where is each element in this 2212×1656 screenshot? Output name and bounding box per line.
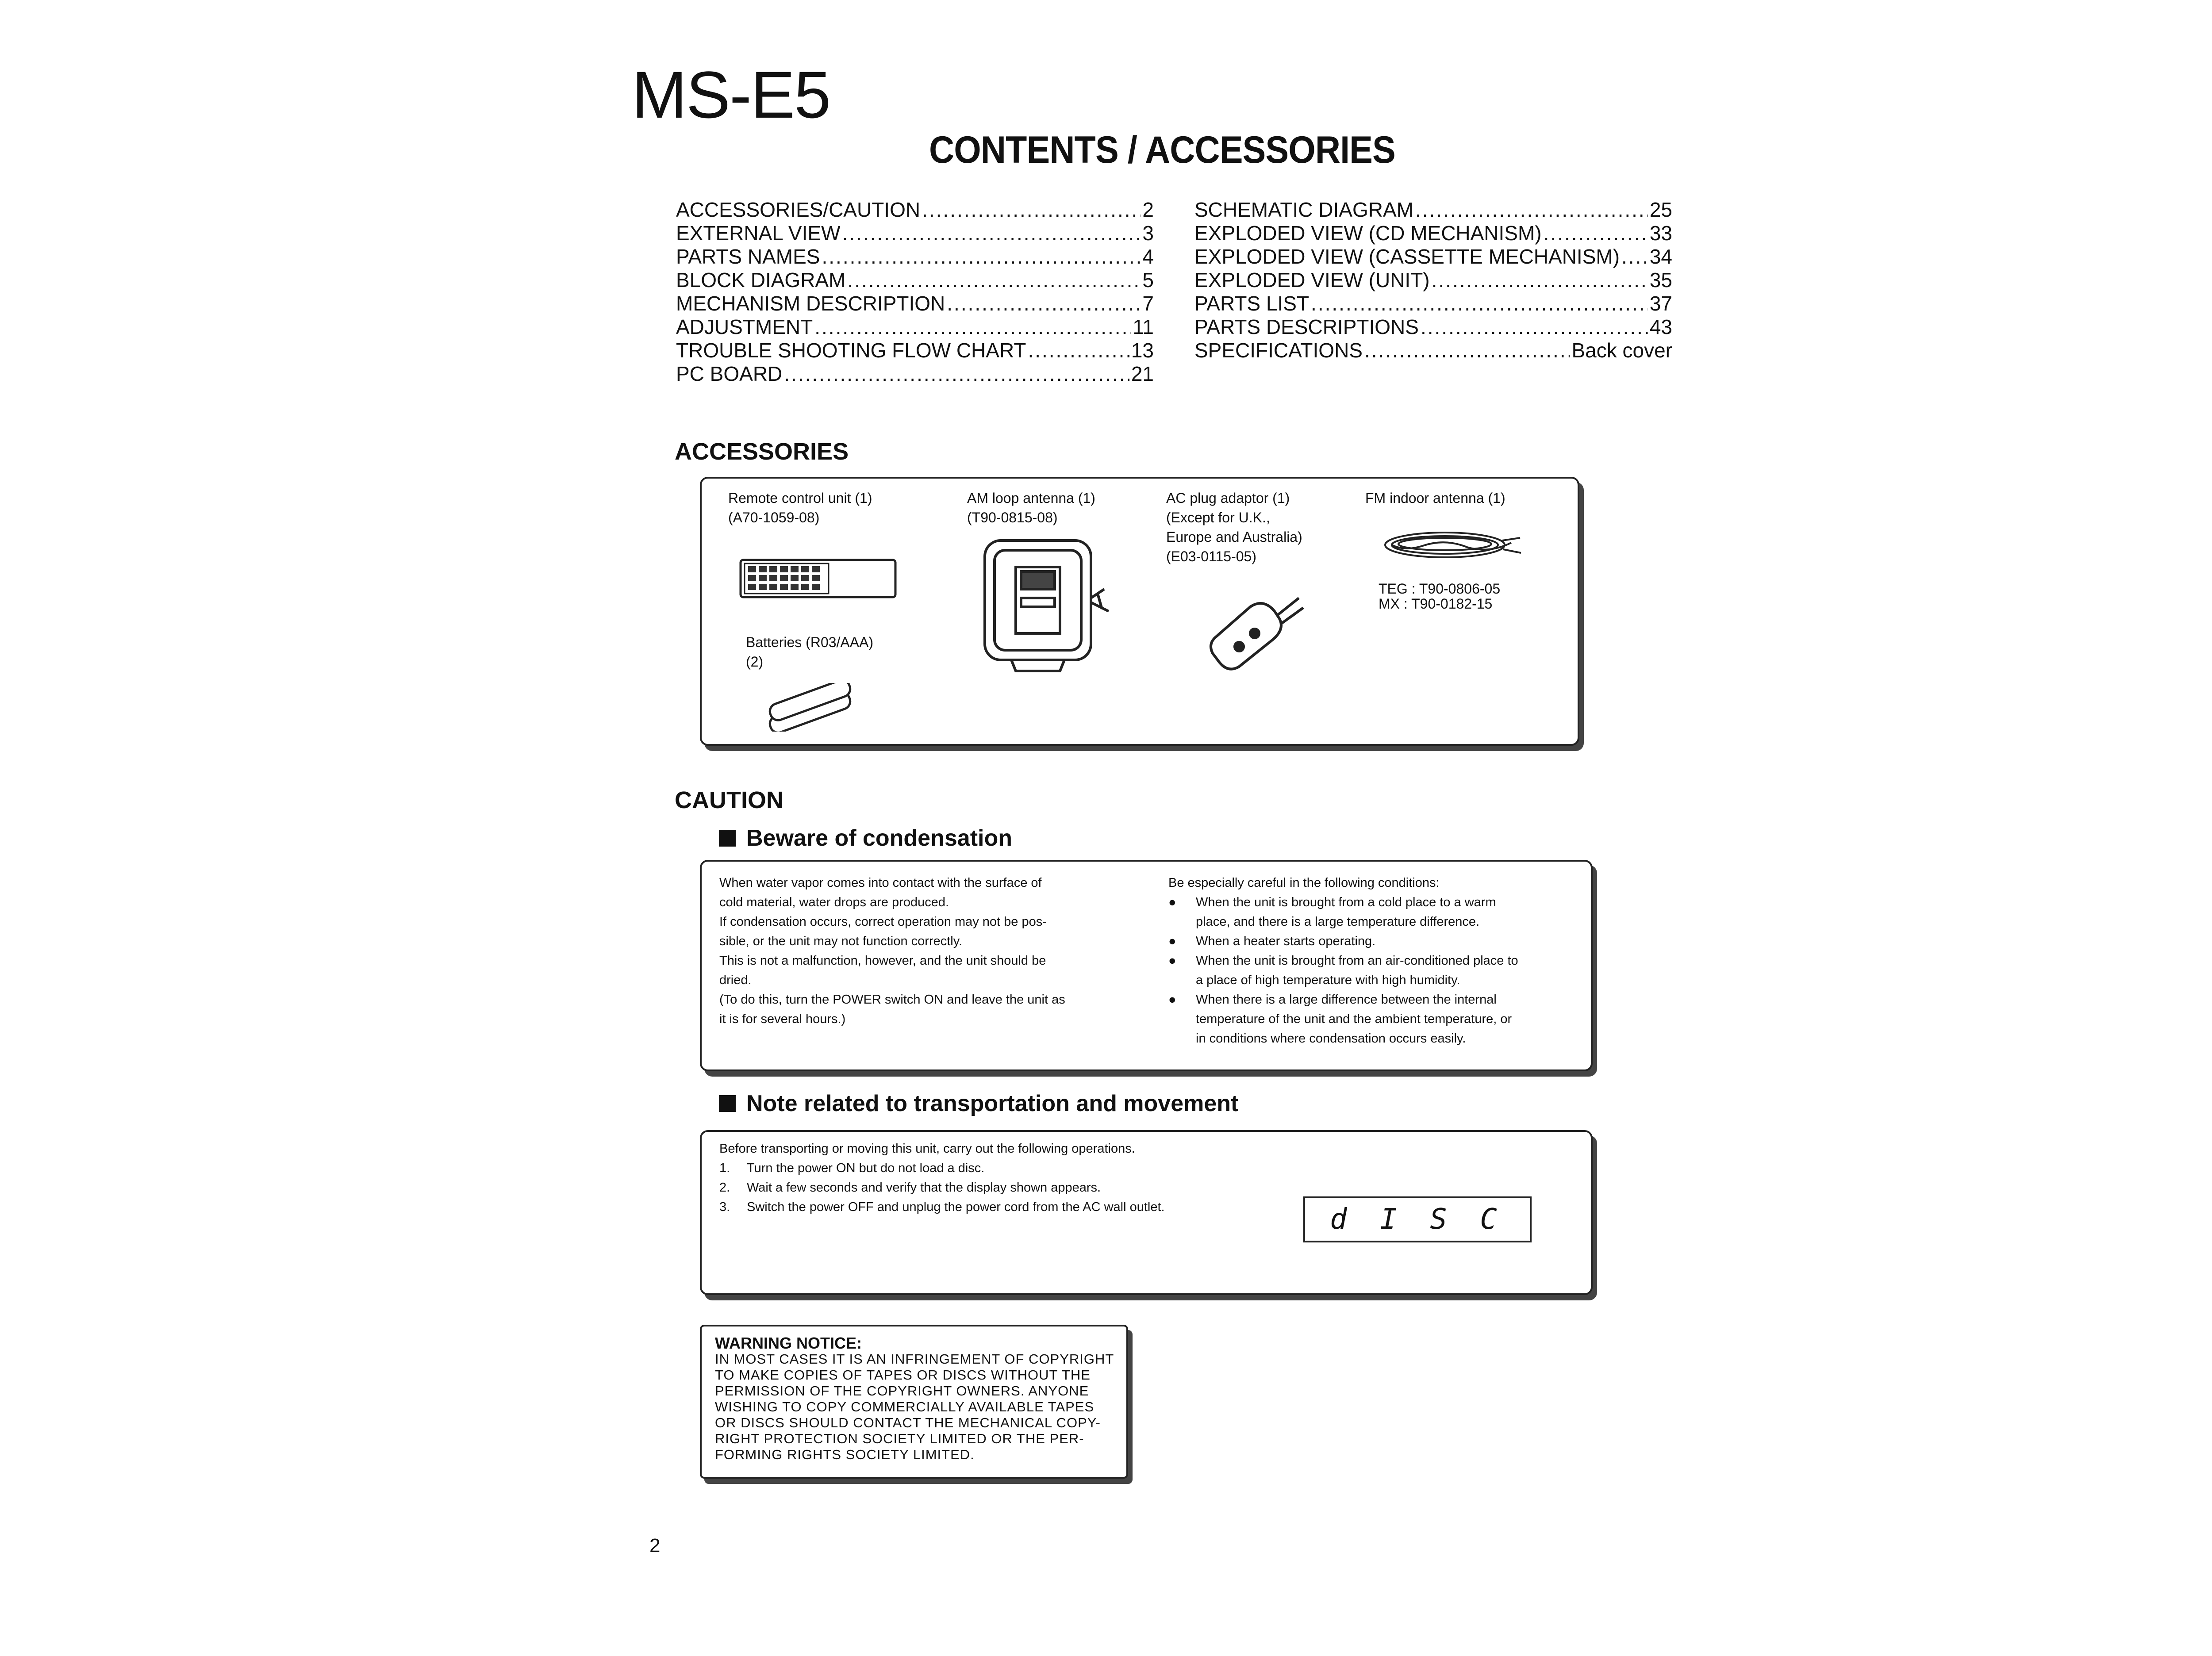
step-text: Wait a few seconds and verify that the display shown appears. [747, 1181, 1101, 1195]
text-line: in conditions where condensation occurs easily. [1196, 1031, 1466, 1046]
text-line: (To do this, turn the POWER switch ON and leave the unit as [719, 993, 1065, 1007]
toc-row[interactable] [1194, 315, 1672, 339]
fm-antenna-mx: MX : T90-0182-15 [1379, 596, 1493, 612]
step-number: 2. [719, 1181, 730, 1195]
toc-page: 37 [1649, 292, 1672, 315]
toc-page: 4 [1142, 245, 1154, 268]
condition-item [1168, 990, 1580, 1048]
text-line: dried. [719, 973, 752, 987]
toc-left [676, 198, 1154, 386]
text-line: When the unit is brought from an air-conditioned place to [1196, 954, 1518, 968]
ac-adaptor-note2: Europe and Australia) [1166, 529, 1302, 545]
ac-adaptor-name: AC plug adaptor (1) [1166, 490, 1290, 506]
toc-row[interactable] [676, 362, 1154, 386]
conditions-intro: Be especially careful in the following conditions: [1168, 876, 1440, 890]
toc-label: SPECIFICATIONS [1194, 339, 1363, 362]
warning-line: WISHING TO COPY COMMERCIALLY AVAILABLE TAPES [715, 1399, 1094, 1414]
toc-leader [814, 315, 1131, 339]
ac-adaptor-part: (E03-0115-05) [1166, 548, 1256, 564]
warning-line: FORMING RIGHTS SOCIETY LIMITED. [715, 1447, 975, 1462]
text-line: This is not a malfunction, however, and the unit should be [719, 954, 1046, 968]
bullet-square-icon [719, 1095, 736, 1112]
accessories-box [700, 477, 1579, 746]
text-line: place, and there is a large temperature difference. [1196, 915, 1480, 929]
batteries-name: Batteries (R03/AAA) [746, 634, 874, 650]
warning-notice-content [715, 1335, 1118, 1463]
toc-row[interactable] [1194, 222, 1672, 245]
warning-line: TO MAKE COPIES OF TAPES OR DISCS WITHOUT THE [715, 1367, 1091, 1383]
fm-antenna-label [1365, 488, 1505, 508]
fm-antenna-teg: TEG : T90-0806-05 [1379, 581, 1501, 597]
toc-row[interactable] [676, 268, 1154, 292]
toc-label: PARTS LIST [1194, 292, 1310, 315]
toc-page: 5 [1142, 268, 1154, 291]
text-line: it is for several hours.) [719, 1012, 846, 1026]
toc-row[interactable] [1194, 245, 1672, 268]
toc-label: PARTS NAMES [676, 245, 820, 268]
remote-name: Remote control unit (1) [728, 490, 872, 506]
toc-leader [1311, 292, 1648, 315]
condensation-right-text [1168, 873, 1580, 1048]
toc-label: EXPLODED VIEW (UNIT) [1194, 268, 1430, 291]
warning-line: RIGHT PROTECTION SOCIETY LIMITED OR THE PER- [715, 1431, 1084, 1446]
condensation-left-text [719, 873, 1162, 1029]
text-line: If condensation occurs, correct operation may not be pos- [719, 915, 1047, 929]
text-line: When a heater starts operating. [1196, 934, 1376, 948]
bullet-square-icon [719, 830, 736, 847]
am-antenna-name: AM loop antenna (1) [967, 490, 1095, 506]
condensation-title: Beware of condensation [746, 825, 1012, 851]
toc-row[interactable] [1194, 292, 1672, 315]
toc-label: ADJUSTMENT [676, 315, 813, 338]
toc-label: MECHANISM DESCRIPTION [676, 292, 945, 315]
text-line: When there is a large difference between the internal [1196, 993, 1497, 1007]
toc-page: 11 [1133, 315, 1154, 338]
bullet-dot-icon: ● [1168, 934, 1176, 948]
toc-page: 35 [1649, 268, 1672, 291]
transport-title: Note related to transportation and movement [746, 1091, 1239, 1116]
toc-page: 7 [1142, 292, 1154, 315]
toc-row[interactable] [1194, 339, 1672, 362]
accessories-heading: ACCESSORIES [675, 438, 849, 465]
toc-leader [1432, 268, 1648, 292]
ac-plug-adaptor-icon [1197, 580, 1312, 678]
text-line: a place of high temperature with high humidity. [1196, 973, 1460, 987]
toc-label: SCHEMATIC DIAGRAM [1194, 198, 1413, 221]
remote-label [728, 488, 872, 527]
toc-page: Back cover [1571, 339, 1672, 362]
warning-line: PERMISSION OF THE COPYRIGHT OWNERS. ANYONE [715, 1383, 1089, 1399]
toc-row[interactable] [676, 245, 1154, 268]
toc-leader [922, 198, 1141, 222]
toc-row[interactable] [676, 315, 1154, 339]
toc-leader [822, 245, 1141, 268]
step-text: Switch the power OFF and unplug the power cord from the AC wall outlet. [747, 1200, 1165, 1214]
toc-page: 21 [1131, 362, 1154, 385]
toc-row[interactable] [1194, 268, 1672, 292]
warning-notice-box [700, 1325, 1128, 1479]
toc-right [1194, 198, 1672, 362]
toc-label: PARTS DESCRIPTIONS [1194, 315, 1419, 338]
step-text: Turn the power ON but do not load a disc. [747, 1161, 985, 1175]
toc-label: EXPLODED VIEW (CASSETTE MECHANISM) [1194, 245, 1620, 268]
text-line: sible, or the unit may not function correctly. [719, 934, 963, 948]
warning-title: WARNING NOTICE: [715, 1334, 862, 1352]
step-number: 3. [719, 1200, 730, 1214]
toc-label: EXPLODED VIEW (CD MECHANISM) [1194, 222, 1542, 245]
toc-leader [842, 222, 1141, 245]
page-title: CONTENTS / ACCESSORIES [929, 129, 1395, 171]
warning-line: OR DISCS SHOULD CONTACT THE MECHANICAL COPY- [715, 1415, 1101, 1430]
model-number: MS-E5 [632, 58, 830, 132]
ac-adaptor-note1: (Except for U.K., [1166, 510, 1270, 525]
transport-heading [719, 1090, 1238, 1117]
toc-label: EXTERNAL VIEW [676, 222, 841, 245]
display-readout: d I S C [1303, 1196, 1532, 1242]
bullet-dot-icon: ● [1168, 895, 1176, 909]
warning-line: IN MOST CASES IT IS AN INFRINGEMENT OF COPYRIGHT [715, 1351, 1114, 1367]
condition-item [1168, 951, 1580, 990]
remote-control-icon [739, 557, 899, 602]
toc-label: BLOCK DIAGRAM [676, 268, 846, 291]
toc-leader [784, 362, 1129, 386]
toc-page: 25 [1649, 198, 1672, 221]
toc-leader [1421, 315, 1648, 339]
ac-adaptor-label [1166, 488, 1302, 566]
step-number: 1. [719, 1161, 730, 1175]
am-loop-antenna-icon [972, 532, 1122, 678]
bullet-dot-icon: ● [1168, 954, 1176, 968]
toc-row[interactable] [1194, 198, 1672, 222]
transport-box [700, 1130, 1593, 1295]
condition-item [1168, 932, 1580, 951]
toc-page: 34 [1649, 245, 1672, 268]
text-line: temperature of the unit and the ambient temperature, or [1196, 1012, 1512, 1026]
toc-label: ACCESSORIES/CAUTION [676, 198, 921, 221]
remote-part: (A70-1059-08) [728, 510, 820, 525]
fm-indoor-antenna-icon [1379, 518, 1525, 571]
toc-leader [947, 292, 1141, 315]
text-line: When the unit is brought from a cold place to a warm [1196, 895, 1496, 909]
toc-row[interactable] [676, 198, 1154, 222]
batteries-qty: (2) [746, 654, 764, 670]
toc-page: 2 [1142, 198, 1154, 221]
transport-intro: Before transporting or moving this unit, carry out the following operations. [719, 1142, 1135, 1156]
condition-item [1168, 893, 1580, 932]
transport-step [719, 1178, 1294, 1197]
toc-label: TROUBLE SHOOTING FLOW CHART [676, 339, 1026, 362]
toc-page: 43 [1649, 315, 1672, 338]
text-line: When water vapor comes into contact with the surface of [719, 876, 1042, 890]
transport-text [719, 1139, 1294, 1217]
toc-page: 13 [1131, 339, 1154, 362]
toc-leader [1544, 222, 1648, 245]
caution-heading: CAUTION [675, 787, 783, 813]
page-number: 2 [649, 1535, 661, 1556]
text-line: cold material, water drops are produced. [719, 895, 949, 909]
fm-antenna-name: FM indoor antenna (1) [1365, 490, 1505, 506]
toc-leader [1028, 339, 1129, 362]
condensation-heading [719, 825, 1012, 851]
toc-leader [1415, 198, 1648, 222]
transport-step [719, 1158, 1294, 1178]
toc-leader [1364, 339, 1570, 362]
batteries-icon [759, 683, 865, 732]
toc-row[interactable] [676, 222, 1154, 245]
am-antenna-part: (T90-0815-08) [967, 510, 1058, 525]
toc-label: PC BOARD [676, 362, 783, 385]
bullet-dot-icon: ● [1168, 993, 1176, 1007]
batteries-label [746, 632, 873, 671]
am-antenna-label [967, 488, 1095, 527]
transport-step [719, 1197, 1294, 1217]
toc-page: 3 [1142, 222, 1154, 245]
toc-row[interactable] [676, 339, 1154, 362]
toc-page: 33 [1649, 222, 1672, 245]
toc-leader [1621, 245, 1648, 268]
toc-leader [847, 268, 1141, 292]
condensation-box [700, 860, 1593, 1071]
toc-row[interactable] [676, 292, 1154, 315]
fm-antenna-parts [1379, 581, 1500, 611]
